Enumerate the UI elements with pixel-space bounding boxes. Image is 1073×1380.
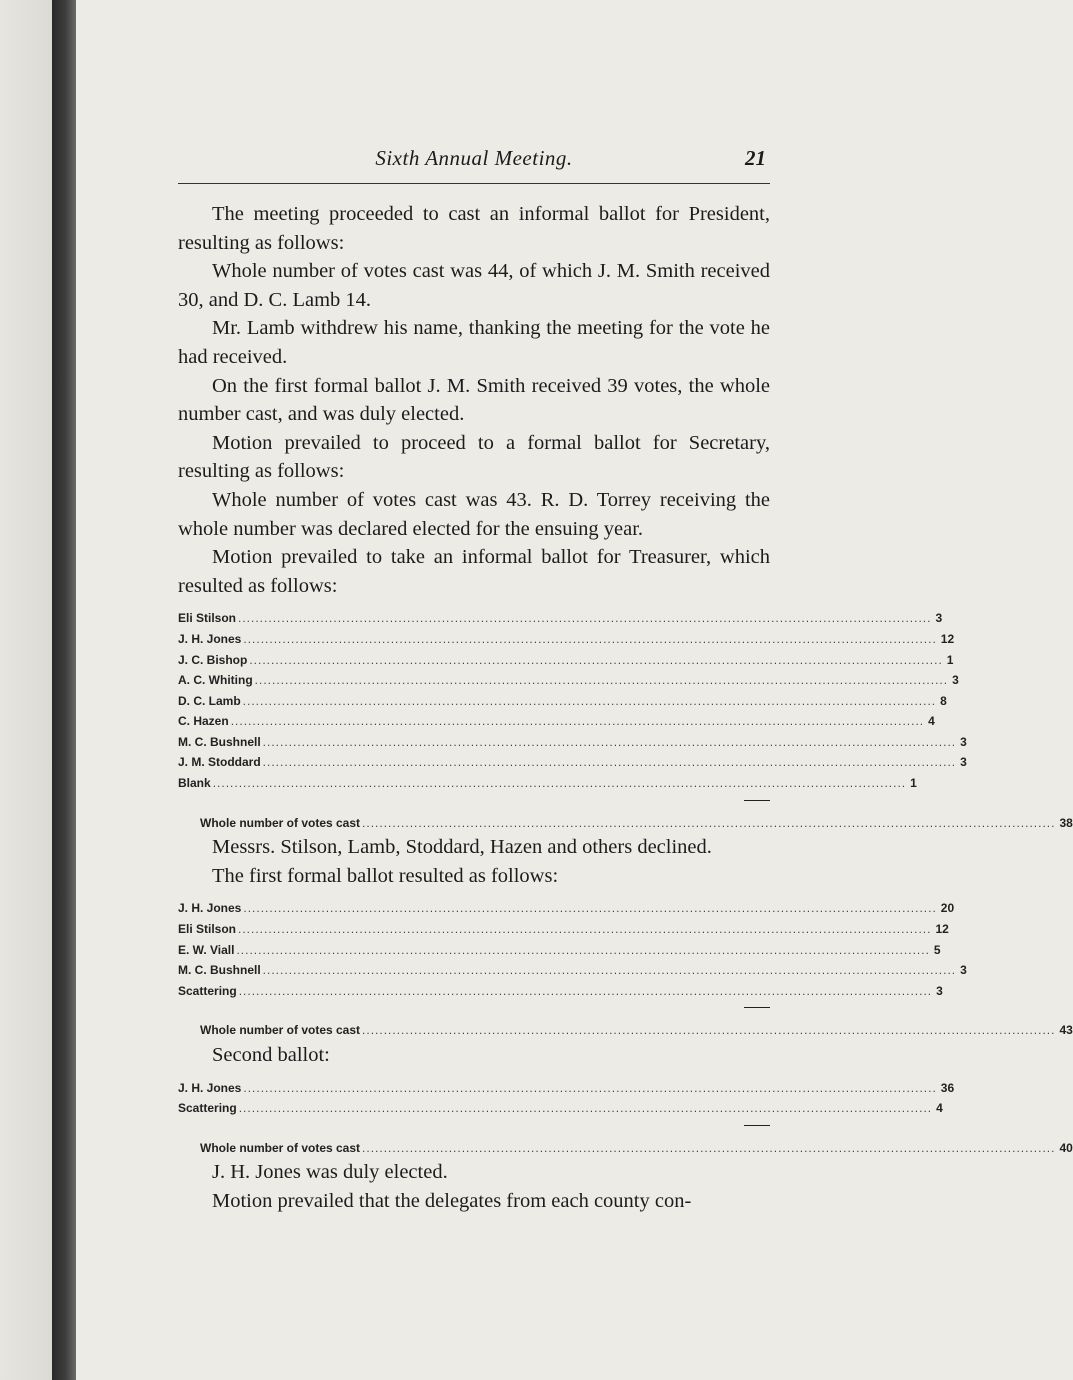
vote-count: 3 bbox=[952, 673, 959, 688]
running-head bbox=[178, 140, 770, 176]
candidate-name: M. C. Bushnell bbox=[178, 734, 261, 749]
dot-leader: ................................................................................................................................................................ bbox=[262, 734, 957, 749]
dot-leader: ................................................................................................................................................................ bbox=[243, 901, 937, 916]
total-label: Whole number of votes cast bbox=[200, 815, 361, 830]
dot-leader: ................................................................................................................................................................ bbox=[249, 652, 943, 667]
candidate-name: C. Hazen bbox=[178, 714, 229, 729]
dot-leader: ................................................................................................................................................................ bbox=[238, 611, 932, 626]
dot-leader: ................................................................................................................................................................ bbox=[238, 1101, 933, 1116]
vote-count: 36 bbox=[940, 1080, 955, 1095]
tally-total-row bbox=[178, 1020, 1073, 1041]
paragraph: The meeting proceeded to cast an informal ballot for President, resulting as follows: bbox=[178, 203, 770, 254]
candidate-name: Eli Stilson bbox=[178, 922, 237, 937]
dot-leader: ................................................................................................................................................................ bbox=[362, 1140, 1056, 1155]
tally-row bbox=[178, 732, 967, 753]
page-left-edge bbox=[0, 0, 52, 1380]
tally-row bbox=[178, 691, 947, 712]
dot-leader: ................................................................................................................................................................ bbox=[362, 815, 1056, 830]
vote-count: 4 bbox=[928, 714, 935, 729]
paragraph: Whole number of votes cast was 43. R. D. Torrey receiving the whole number was declared elected for the ensuing year. bbox=[178, 488, 770, 540]
book-spine-shadow bbox=[52, 0, 76, 1380]
paragraph: Motion prevailed to take an informal ballot for Treasurer, which resulted as follows: bbox=[178, 546, 770, 597]
paragraph: Motion prevailed to proceed to a formal ballot for Secretary, resulting as follows: bbox=[178, 431, 770, 483]
tally-row bbox=[178, 981, 943, 1002]
candidate-name: Eli Stilson bbox=[178, 611, 237, 626]
tally-row bbox=[178, 670, 959, 691]
paragraph: Second ballot: bbox=[212, 1044, 330, 1066]
vote-count: 3 bbox=[960, 963, 967, 978]
running-title: Sixth Annual Meeting. bbox=[375, 146, 573, 170]
total-count: 40 bbox=[1059, 1140, 1073, 1155]
paragraph: Motion prevailed that the delegates from each county con- bbox=[212, 1189, 692, 1212]
vote-count: 20 bbox=[940, 901, 955, 916]
tally-row bbox=[178, 898, 955, 919]
sum-rule bbox=[744, 1007, 770, 1020]
candidate-name: J. M. Stoddard bbox=[178, 755, 261, 770]
vote-count: 3 bbox=[960, 755, 967, 770]
total-label: Whole number of votes cast bbox=[200, 1023, 361, 1038]
dot-leader: ................................................................................................................................................................ bbox=[238, 922, 932, 937]
dot-leader: ................................................................................................................................................................ bbox=[362, 1023, 1056, 1038]
paragraph: Mr. Lamb withdrew his name, thanking the meeting for the vote he had received. bbox=[178, 317, 770, 368]
vote-count: 3 bbox=[960, 734, 967, 749]
candidate-name: J. H. Jones bbox=[178, 901, 242, 916]
informal-ballot-tally bbox=[178, 608, 1073, 833]
candidate-name: E. W. Viall bbox=[178, 942, 235, 957]
candidate-name: Scattering bbox=[178, 983, 237, 998]
paragraph: The first formal ballot resulted as follows: bbox=[212, 864, 559, 887]
total-count: 43 bbox=[1059, 1023, 1073, 1038]
candidate-name: J. H. Jones bbox=[178, 631, 242, 646]
vote-count: 4 bbox=[936, 1101, 943, 1116]
tally-row bbox=[178, 711, 935, 732]
vote-count: 5 bbox=[933, 942, 941, 957]
tally-row bbox=[178, 629, 955, 650]
second-ballot-tally bbox=[178, 1078, 1073, 1159]
sum-rule bbox=[744, 800, 770, 813]
first-formal-ballot-tally bbox=[178, 898, 1073, 1041]
tally-row bbox=[178, 773, 917, 794]
vote-count: 12 bbox=[935, 922, 949, 937]
tally-row bbox=[178, 752, 967, 773]
candidate-name: M. C. Bushnell bbox=[178, 963, 261, 978]
header-rule bbox=[178, 183, 770, 184]
sum-rule bbox=[744, 1125, 770, 1138]
dot-leader: ................................................................................................................................................................ bbox=[242, 693, 937, 708]
tally-row bbox=[178, 608, 943, 629]
dot-leader: ................................................................................................................................................................ bbox=[243, 631, 937, 646]
dot-leader: ................................................................................................................................................................ bbox=[230, 714, 925, 729]
vote-count: 3 bbox=[936, 983, 943, 998]
tally-total-row bbox=[178, 1138, 1073, 1159]
dot-leader: ................................................................................................................................................................ bbox=[212, 776, 907, 791]
paragraph: Whole number of votes cast was 44, of which J. M. Smith received 30, and D. C. Lamb 14. bbox=[178, 260, 770, 311]
vote-count: 1 bbox=[910, 776, 917, 791]
dot-leader: ................................................................................................................................................................ bbox=[238, 983, 933, 998]
tally-row bbox=[178, 1098, 943, 1119]
tally-row bbox=[178, 1078, 955, 1099]
candidate-name: J. H. Jones bbox=[178, 1080, 242, 1095]
tally-total-row bbox=[178, 813, 1073, 834]
tally-row bbox=[178, 919, 949, 940]
dot-leader: ................................................................................................................................................................ bbox=[262, 755, 957, 770]
tally-row bbox=[178, 650, 954, 671]
candidate-name: Scattering bbox=[178, 1101, 237, 1116]
page-number: 21 bbox=[745, 146, 766, 170]
paragraph: Messrs. Stilson, Lamb, Stoddard, Hazen and others declined. bbox=[212, 836, 712, 859]
dot-leader: ................................................................................................................................................................ bbox=[243, 1080, 937, 1095]
candidate-name: J. C. Bishop bbox=[178, 652, 248, 667]
candidate-name: A. C. Whiting bbox=[178, 673, 253, 688]
vote-count: 3 bbox=[935, 611, 943, 626]
tally-row bbox=[178, 960, 967, 981]
vote-count: 8 bbox=[940, 693, 947, 708]
vote-count: 1 bbox=[946, 652, 954, 667]
paragraph: On the first formal ballot J. M. Smith received 39 votes, the whole number cast, and was duly elected. bbox=[178, 374, 770, 426]
dot-leader: ................................................................................................................................................................ bbox=[254, 673, 949, 688]
candidate-name: Blank bbox=[178, 776, 211, 791]
tally-row bbox=[178, 940, 941, 961]
paragraph: J. H. Jones was duly elected. bbox=[212, 1161, 448, 1184]
book-page bbox=[178, 140, 1073, 1216]
dot-leader: ................................................................................................................................................................ bbox=[262, 963, 957, 978]
vote-count: 12 bbox=[940, 631, 955, 646]
total-count: 38 bbox=[1059, 815, 1073, 830]
dot-leader: ................................................................................................................................................................ bbox=[236, 942, 930, 957]
candidate-name: D. C. Lamb bbox=[178, 693, 241, 708]
total-label: Whole number of votes cast bbox=[200, 1140, 361, 1155]
